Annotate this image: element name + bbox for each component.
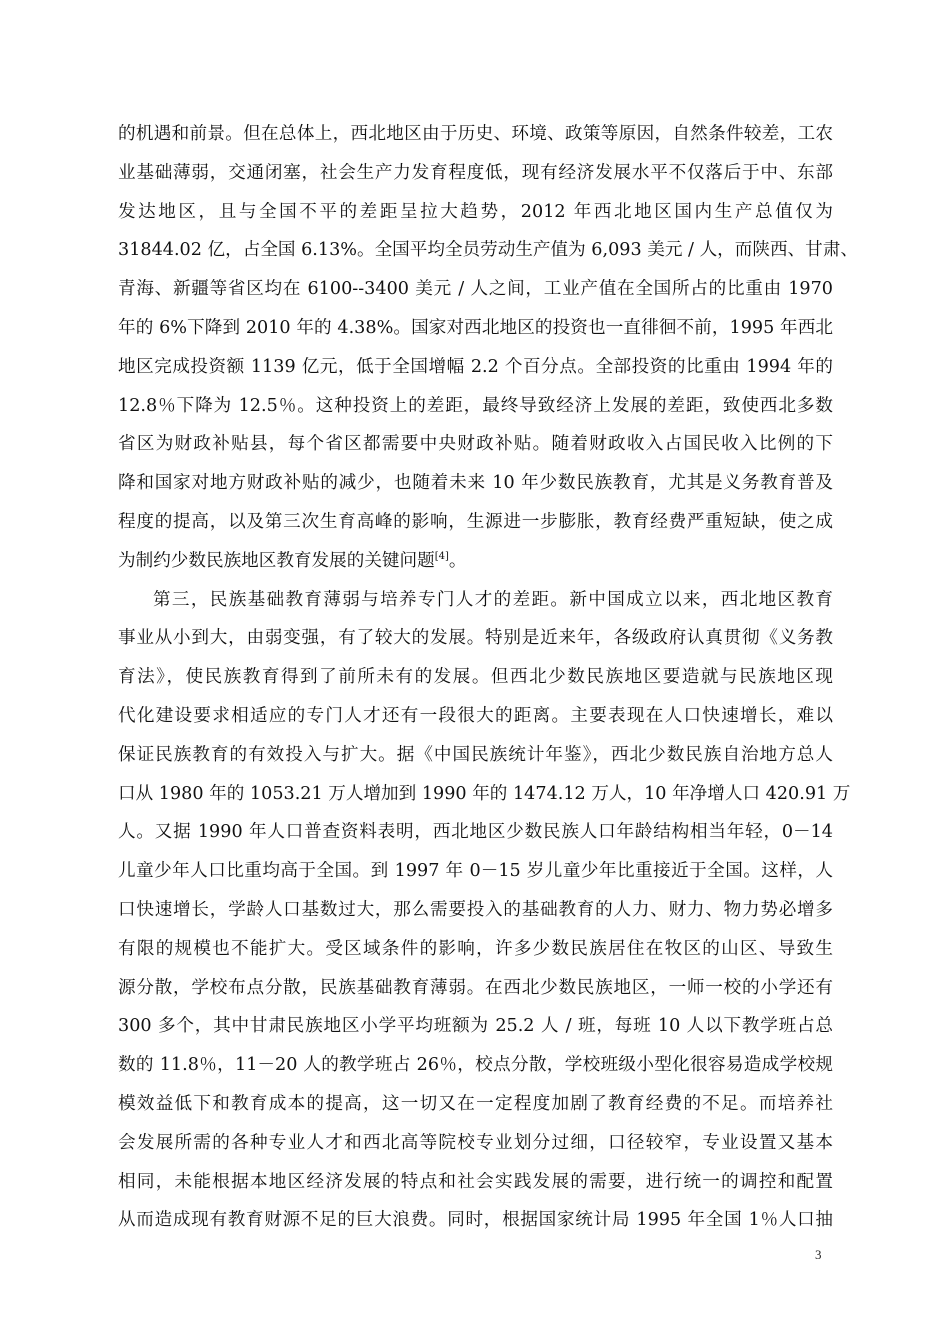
text-line: 地区完成投资额 1139 亿元，低于全国增幅 2.2 个百分点。全部投资的比重由 1994 年的 (118, 356, 833, 377)
last-line-end: 。 (448, 550, 467, 571)
text-line: 事业从小到大，由弱变强，有了较大的发展。特别是近来年，各级政府认真贯彻《义务教 (118, 628, 833, 649)
text-line: 31844.02 亿，占全国 6.13%。全国平均全员劳动生产值为 6,093 美元 / 人，而陕西、甘肃、 (118, 240, 858, 261)
text-line: 年的 6%下降到 2010 年的 4.38%。国家对西北地区的投资也一直徘徊不前，1995 年西北 (118, 317, 833, 338)
text-line-indented: 第三，民族基础教育薄弱与培养专门人才的差距。新中国成立以来，西北地区教育 (153, 589, 833, 610)
text-line: 程度的提高，以及第三次生育高峰的影响，生源进一步膨胀，教育经费严重短缺，使之成 (118, 511, 833, 532)
text-line: 人。又据 1990 年人口普查资料表明，西北地区少数民族人口年龄结构相当年轻，0－14 (118, 822, 833, 843)
text-line: 300 多个，其中甘肃民族地区小学平均班额为 25.2 人 / 班，每班 10 人以下教学班占总 (118, 1016, 833, 1037)
page-number: 3 (815, 1247, 822, 1262)
text-line: 儿童少年人口比重均高于全国。到 1997 年 0－15 岁儿童少年比重接近于全国。这样，人 (118, 861, 833, 882)
text-line: 源分散，学校布点分散，民族基础教育薄弱。在西北少数民族地区，一师一校的小学还有 (118, 977, 833, 998)
last-line-text: 为制约少数民族地区教育发展的关键问题 (118, 550, 435, 571)
text-line: 代化建设要求相适应的专门人才还有一段很大的距离。主要表现在人口快速增长，难以 (118, 705, 833, 726)
text-line: 从而造成现有教育财源不足的巨大浪费。同时，根据国家统计局 1995 年全国 1％人口抽 (118, 1210, 833, 1231)
text-line: 12.8％下降为 12.5％。这种投资上的差距，最终导致经济上发展的差距，致使西北多数 (118, 395, 833, 416)
text-line: 相同，未能根据本地区经济发展的特点和社会实践发展的需要，进行统一的调控和配置 (118, 1171, 833, 1192)
text-line: 降和国家对地方财政补贴的减少，也随着未来 10 年少数民族教育，尤其是义务教育普及 (118, 473, 833, 494)
text-line: 的机遇和前景。但在总体上，西北地区由于历史、环境、政策等原因，自然条件较差，工农 (118, 124, 833, 144)
paragraph-2 (118, 581, 851, 1241)
text-line: 会发展所需的各种专业人才和西北高等院校专业划分过细，口径较窄，专业设置又基本 (118, 1132, 833, 1153)
text-line-last (118, 542, 833, 581)
paragraph-1 (118, 115, 858, 581)
text-line: 育法》，使民族教育得到了前所未有的发展。但西北少数民族地区要造就与民族地区现 (118, 667, 833, 688)
text-line: 模效益低下和教育成本的提高，这一切又在一定程度加剧了教育经费的不足。而培养社 (118, 1093, 833, 1114)
text-line: 数的 11.8％，11－20 人的教学班占 26％，校点分散，学校班级小型化很容易造成学校规 (118, 1055, 833, 1076)
text-line: 青海、新疆等省区均在 6100--3400 美元 / 人之间，工业产值在全国所占的比重由 1970 (118, 279, 833, 300)
text-line: 保证民族教育的有效投入与扩大。据《中国民族统计年鉴》，西北少数民族自治地方总人 (118, 744, 833, 765)
text-line: 省区为财政补贴县，每个省区都需要中央财政补贴。随着财政收入占国民收入比例的下 (118, 434, 833, 455)
body-text (118, 115, 858, 1240)
text-line: 有限的规模也不能扩大。受区域条件的影响，许多少数民族居住在牧区的山区、导致生 (118, 938, 833, 959)
citation-ref: [4] (434, 550, 449, 562)
text-line: 业基础薄弱，交通闭塞，社会生产力发育程度低，现有经济发展水平不仅落后于中、东部 (118, 162, 833, 183)
text-line: 口快速增长，学龄人口基数过大，那么需要投入的基础教育的人力、财力、物力势必增多 (118, 899, 833, 920)
text-line: 口从 1980 年的 1053.21 万人增加到 1990 年的 1474.12 万人，10 年净增人口 420.91 万 (118, 783, 851, 804)
text-line: 发达地区，且与全国不平的差距呈拉大趋势，2012 年西北地区国内生产总值仅为 (118, 201, 833, 222)
